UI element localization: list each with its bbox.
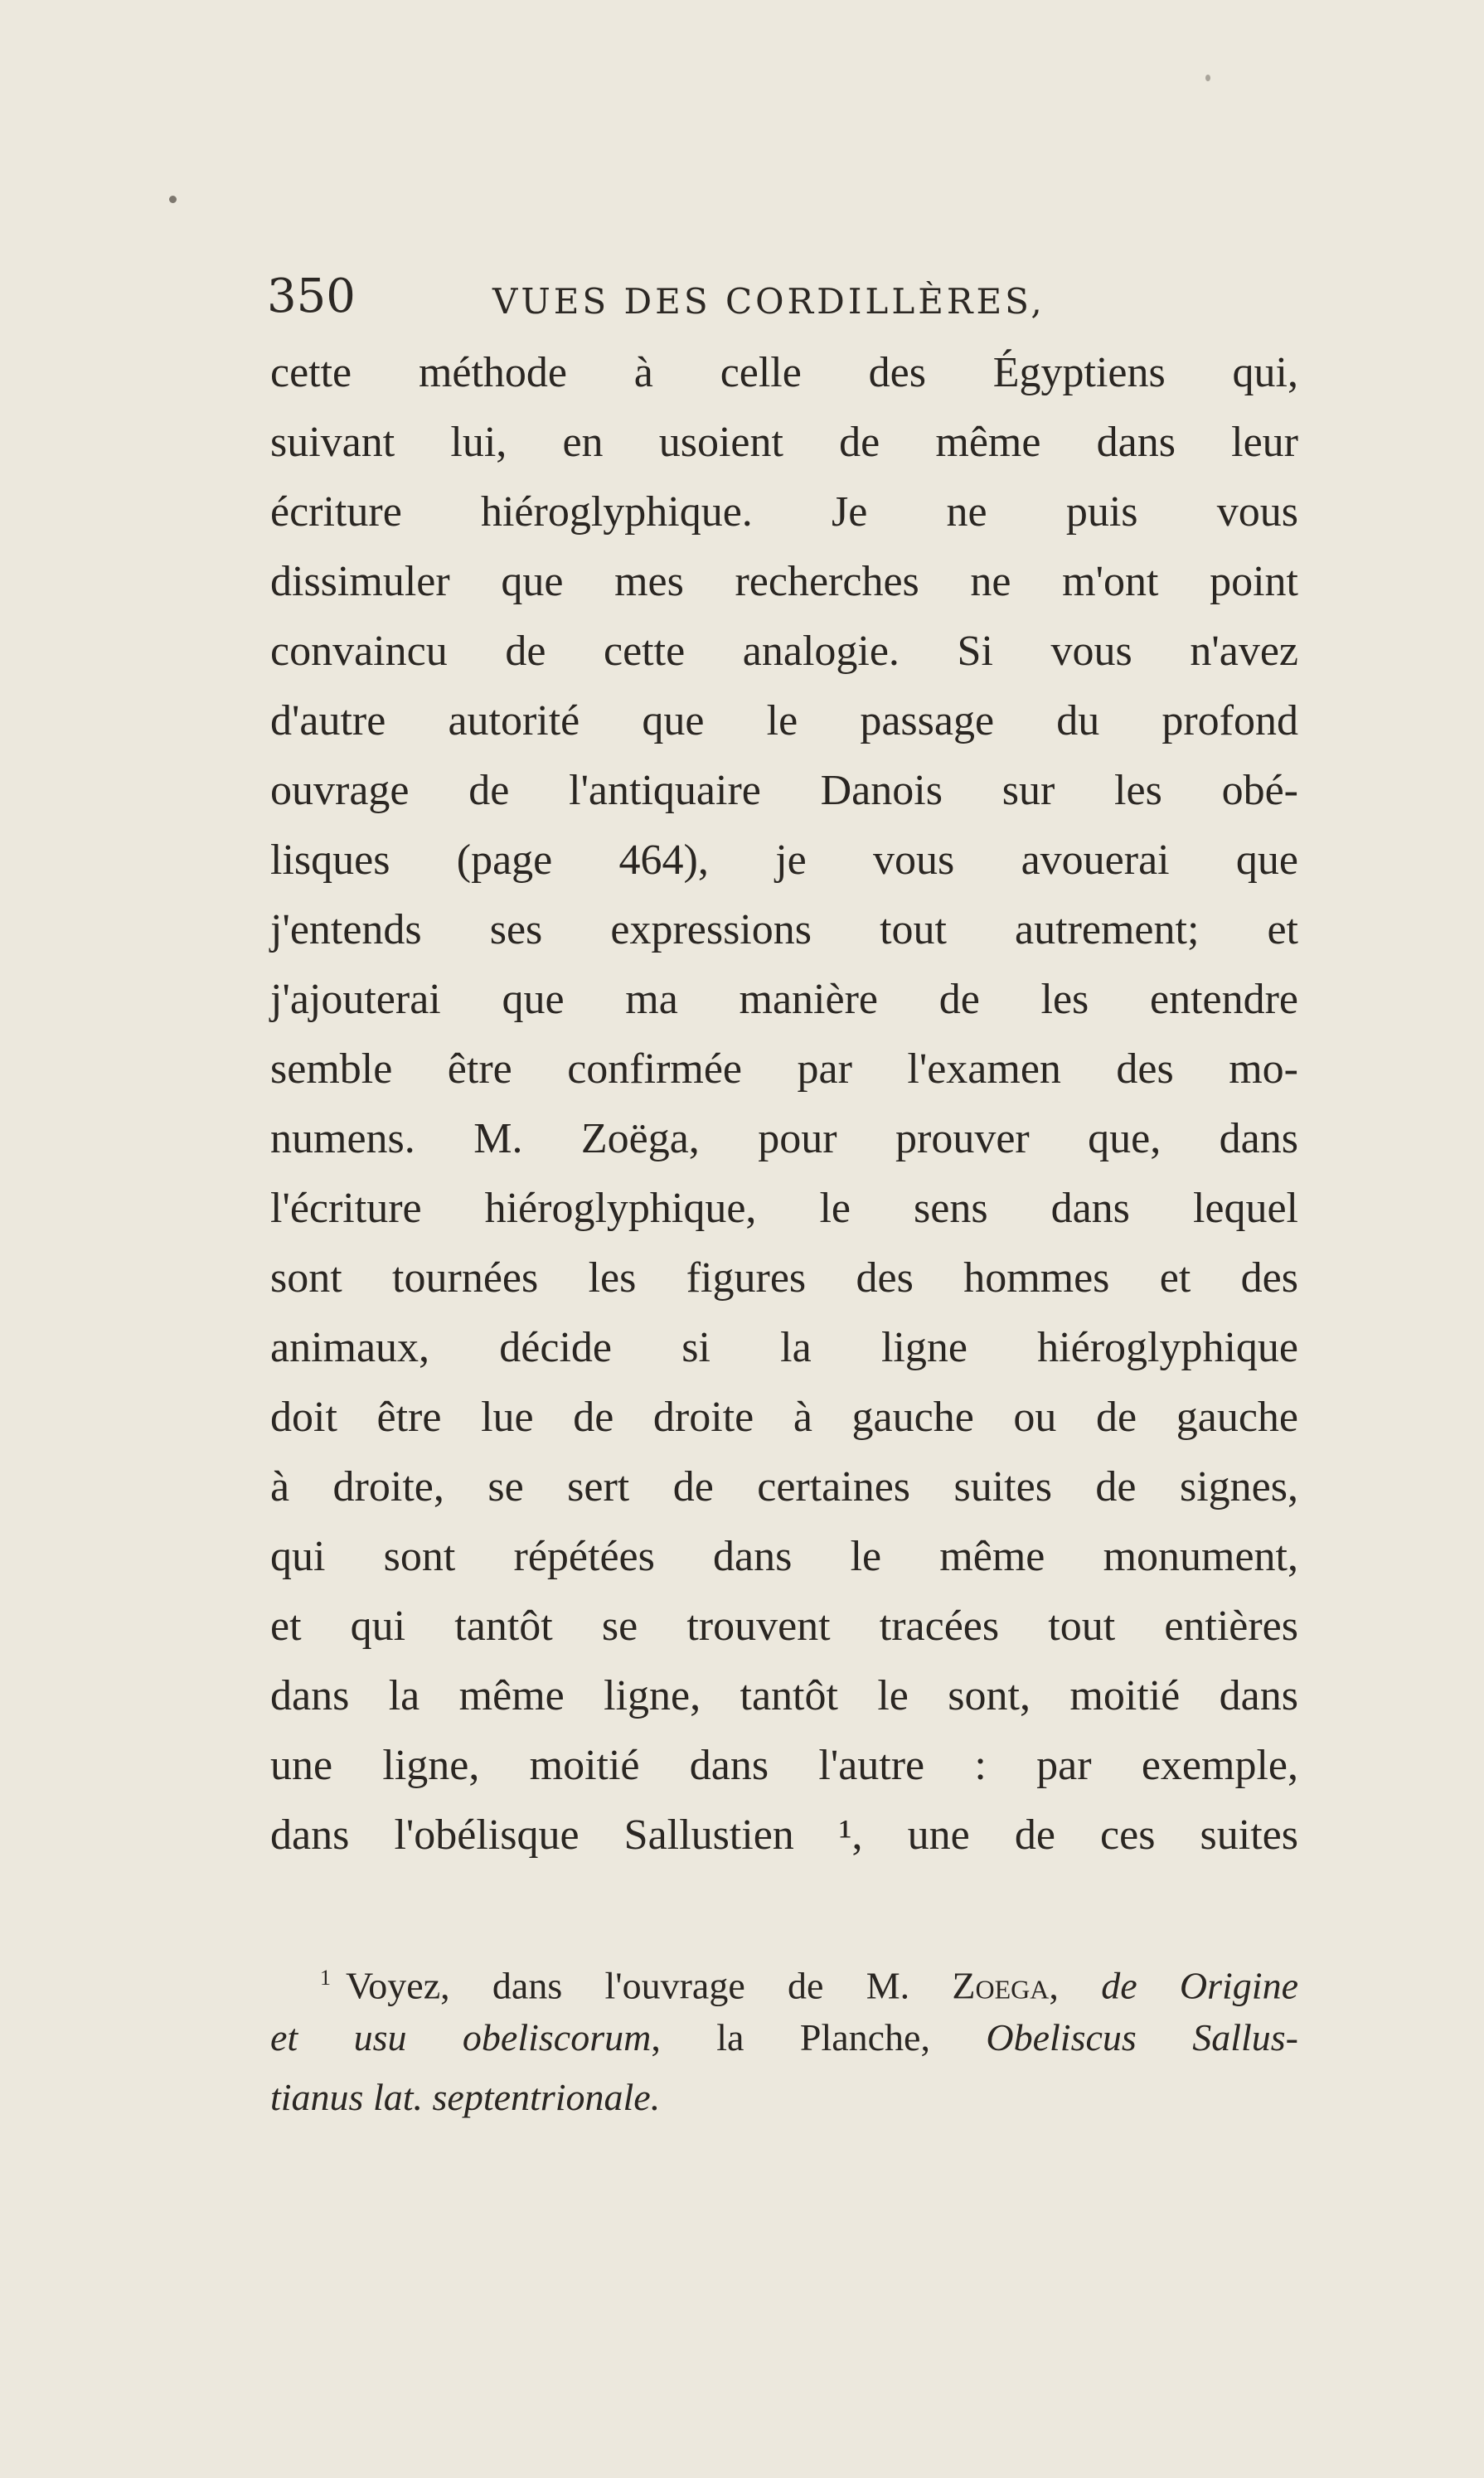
- text-line: et qui tantôt se trouvent tracées tout entières: [270, 1603, 1298, 1650]
- paper-speck: [1205, 75, 1210, 81]
- text-line: animaux, décide si la ligne hiéroglyphique: [270, 1324, 1298, 1371]
- footnote-text: ,: [1049, 1964, 1102, 2007]
- text-line: j'ajouterai que ma manière de les entendre: [270, 976, 1298, 1023]
- footnote-line: [270, 2008, 1298, 2068]
- text-line: dans l'obélisque Sallustien ¹, une de ces suites: [270, 1811, 1298, 1859]
- footnote-title: de Origine: [1101, 1964, 1299, 2007]
- text-line: écriture hiéroglyphique. Je ne puis vous: [270, 488, 1298, 536]
- text-line: une ligne, moitié dans l'autre : par exemple,: [270, 1742, 1298, 1789]
- text-line: d'autre autorité que le passage du profond: [270, 697, 1298, 744]
- text-line: sont tournées les figures des hommes et des: [270, 1254, 1298, 1302]
- footnote-plate-title: Obeliscus Sallus-: [986, 2016, 1298, 2059]
- text-line: doit être lue de droite à gauche ou de gauche: [270, 1394, 1298, 1441]
- text-line: qui sont répétées dans le même monument,: [270, 1533, 1298, 1580]
- text-line: ouvrage de l'antiquaire Danois sur les obé-: [270, 767, 1298, 814]
- page-header: [267, 264, 1312, 330]
- text-line: semble être confirmée par l'examen des mo-: [270, 1045, 1298, 1093]
- text-line: à droite, se sert de certaines suites de signes,: [270, 1463, 1298, 1511]
- footnote-plate-title: tianus lat. septentrionale.: [270, 2076, 661, 2118]
- footnote-text: Voyez, dans l'ouvrage de M.: [346, 1964, 953, 2007]
- text-line: l'écriture hiéroglyphique, le sens dans lequel: [270, 1185, 1298, 1232]
- text-line: cette méthode à celle des Égyptiens qui,: [270, 349, 1298, 396]
- text-line: numens. M. Zoëga, pour prouver que, dans: [270, 1115, 1298, 1162]
- text-line: dans la même ligne, tantôt le sont, moitié dans: [270, 1672, 1298, 1719]
- text-line: lisques (page 464), je vous avouerai que: [270, 837, 1298, 884]
- footnote-author: Zoega: [952, 1964, 1050, 2007]
- footnote: [270, 1948, 1298, 2127]
- paper-speck: [169, 196, 177, 203]
- footnote-mark: 1: [320, 1966, 331, 1990]
- footnote-line: [270, 1948, 1298, 2008]
- running-title: VUES DES CORDILLÈRES,: [492, 281, 1045, 322]
- footnote-title: et usu obeliscorum: [270, 2016, 652, 2059]
- text-line: convaincu de cette analogie. Si vous n'avez: [270, 628, 1298, 675]
- page-number: 350: [267, 269, 356, 323]
- text-line: j'entends ses expressions tout autrement; et: [270, 906, 1298, 953]
- footnote-line: [270, 2068, 1298, 2127]
- text-line: dissimuler que mes recherches ne m'ont point: [270, 558, 1298, 605]
- footnote-text: , la Planche,: [651, 2016, 987, 2059]
- body-text: [270, 338, 1298, 1870]
- text-line: suivant lui, en usoient de même dans leur: [270, 419, 1298, 466]
